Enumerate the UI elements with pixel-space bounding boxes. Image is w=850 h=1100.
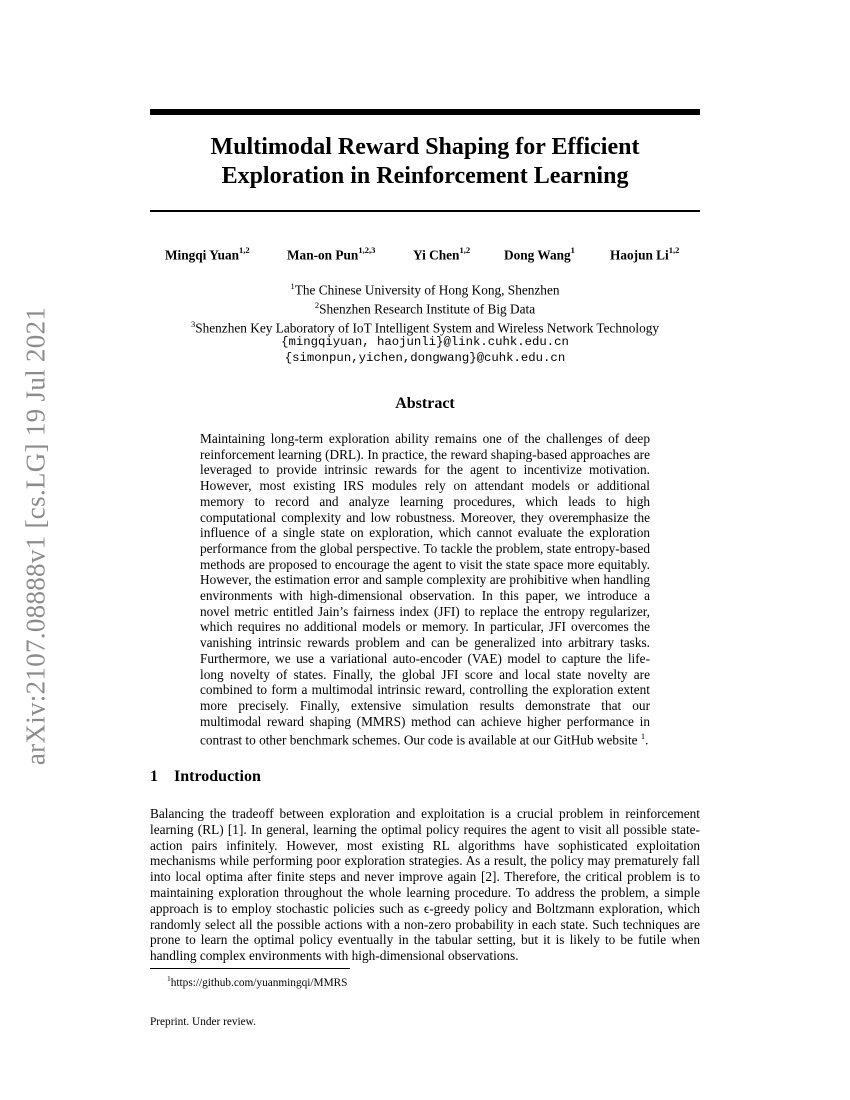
affiliation-1: $^1$The Chinese University of Hong Kong, Shenzhen — [290, 281, 560, 298]
email-line-1: {mingqiyuan, haojunli}@link.cuhk.edu.cn — [281, 335, 569, 350]
affiliations — [150, 279, 700, 366]
preprint-note: Preprint. Under review. — [150, 1016, 256, 1028]
arxiv-identifier-stamp: arXiv:2107.08888v1 [cs.LG] 19 Jul 2021 — [20, 306, 51, 766]
section-title: Introduction — [174, 768, 261, 785]
abstract-body — [200, 431, 650, 748]
email-line-2: {simonpun,yichen,dongwang}@cuhk.edu.cn — [284, 350, 566, 365]
author-2: Man-on Pun$^{1,2,3}$ — [287, 245, 376, 263]
author-4: Dong Wang$^1$ — [504, 245, 575, 263]
footnote-rule — [150, 968, 350, 969]
title-bottom-rule — [150, 210, 700, 212]
affiliation-2: $^2$Shenzhen Research Institute of Big Data — [314, 299, 536, 317]
abstract-end: . — [645, 732, 649, 748]
abstract-heading: Abstract — [395, 395, 455, 412]
introduction-paragraph: Balancing the tradeoff between exploration and exploitation is a crucial problem in reinforcement learning (RL) [1]. In general, learning the optimal policy requires the agent to visit all possible state-action pairs infinitely. However, most existing RL algorithms have sophisticated exploitation mechanisms while performing poor exploration strategies. As a result, the policy may prematurely fall into local optima after finite steps and never improve again [2]. Therefore, the critical problem is to maintaining exploration throughout the whole learning procedure. To address the problem, a simple approach is to employ stochastic policies such as ϵ-greedy policy and Boltzmann exploration, which randomly select all the possible actions with a non-zero probability in each state. Such techniques are prone to learn the optimal policy eventually in the tabular setting, but it is likely to be futile when handling complex environments with high-dimensional observations. — [150, 806, 700, 964]
title-top-rule — [150, 109, 700, 115]
title-line-2: Exploration in Reinforcement Learning — [221, 163, 629, 189]
paper-title — [150, 133, 700, 191]
author-1: Mingqi Yuan$^{1,2}$ — [165, 245, 250, 263]
abstract-text: Maintaining long-term exploration ability remains one of the challenges of deep reinforcement learning (DRL). In practice, the reward shaping-based approaches are leveraged to provide intrinsic rewards for the agent to incentivize motivation. However, most existing IRS modules rely on attendant models or additional memory to record and analyze learning procedures, which leads to high computational complexity and low robustness. Moreover, they overemphasize the influence of a single state on exploration, which cannot evaluate the exploration performance from the global perspective. To tackle the problem, state entropy-based methods are proposed to encourage the agent to visit the state space more equitably. However, the estimation error and sample complexity are prohibitive when handling environments with high-dimensional observation. In this paper, we introduce a novel metric entitled Jain’s fairness index (JFI) to replace the entropy regularizer, which requires no additional models or memory. In particular, JFI overcomes the vanishing intrinsic rewards problem and can be generalized into arbitrary tasks. Furthermore, we use a variational auto-encoder (VAE) model to capture the life-long novelty of states. Finally, the global JFI score and local state novelty are combined to form a multimodal intrinsic reward, controlling the exploration extent more precisely. Finally, extensive simulation results demonstrate that our multimodal reward shaping (MMRS) method can achieve higher performance in contrast to other benchmark schemes. Our code is available at our GitHub website — [200, 431, 650, 748]
section-heading-introduction — [150, 768, 261, 786]
abstract-footnote-mark: 1 — [640, 731, 646, 742]
author-5: Haojun Li$^{1,2}$ — [610, 245, 680, 263]
footnote — [167, 974, 347, 989]
title-line-1: Multimodal Reward Shaping for Efficient — [210, 134, 640, 160]
section-number: 1 — [150, 768, 158, 785]
footnote-link[interactable]: https://github.com/yuanmingqi/MMRS — [170, 976, 348, 989]
footnote-mark: 1 — [167, 974, 171, 983]
author-list — [150, 246, 700, 266]
author-3: Yi Chen$^{1,2}$ — [413, 245, 471, 263]
affiliation-3: $^3$Shenzhen Key Laboratory of IoT Intelligent System and Wireless Network Technology — [190, 318, 660, 336]
